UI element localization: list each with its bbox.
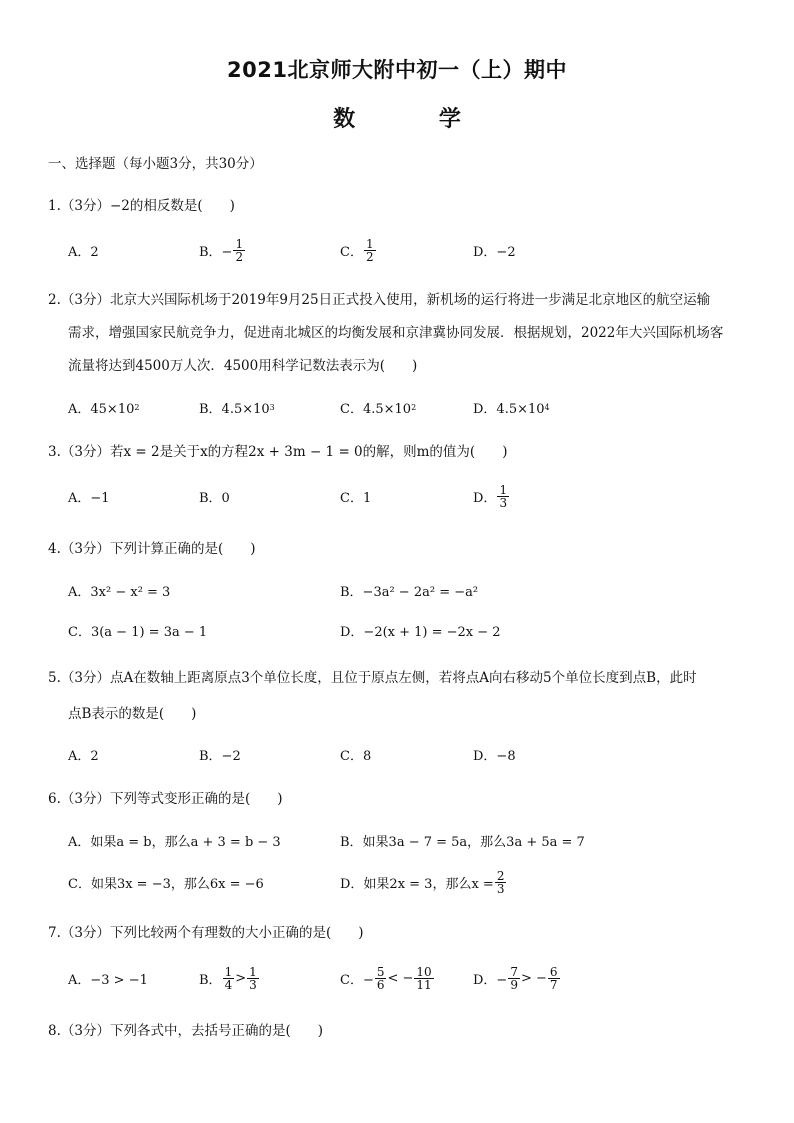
question-5-line-1: 5.（3分）点A在数轴上距离原点3个单位长度，且位于原点左侧，若将点A向右移动5个单位长度到点B，此时 — [48, 670, 697, 686]
option-d: D．4.5×10 4 — [473, 401, 550, 417]
option-c: C．− $\frac{5}{6}$ < − $\frac{10}{11}$ — [340, 964, 432, 992]
question-5-options — [68, 736, 768, 776]
option-a: A．−1 — [68, 490, 110, 506]
option-c: C．1 — [340, 490, 372, 506]
question-7-stem: 7.（3分）下列比较两个有理数的大小正确的是( ) — [48, 925, 364, 941]
option-b: B．− $\frac{1}{2}$ — [199, 236, 244, 264]
question-1-options — [68, 232, 768, 272]
option-c: C．3(a − 1) = 3a − 1 — [68, 624, 208, 640]
option-a: A．45×10 2 — [68, 401, 140, 417]
option-d: D．如果2x = 3，那么x = $\frac{2}{3}$ — [340, 868, 505, 896]
option-b: B．−2 — [199, 748, 241, 764]
fraction: $\frac{10}{11}$ — [416, 964, 432, 992]
question-4-stem: 4.（3分）下列计算正确的是( ) — [48, 541, 256, 557]
option-b: B．−3a² − 2a² = −a² — [340, 584, 479, 600]
option-c: C．4.5×10 2 — [340, 401, 417, 417]
option-d: D． $\frac{1}{3}$ — [473, 482, 508, 510]
option-c: C．如果3x = −3，那么6x = −6 — [68, 876, 264, 892]
subject-heading: 数 学 — [333, 107, 499, 132]
option-a: A．如果a = b，那么a + 3 = b − 3 — [68, 834, 281, 850]
question-8-stem: 8.（3分）下列各式中，去括号正确的是( ) — [48, 1023, 324, 1039]
option-b: B． $\frac{1}{4}$ > $\frac{1}{3}$ — [199, 964, 257, 992]
option-d: D．−8 — [473, 748, 516, 764]
question-2-line-1: 2.（3分）北京大兴国际机场于2019年9月25日正式投入使用，新机场的运行将进一步满足北京地区的航空运输 — [48, 292, 711, 308]
question-5-line-2: 点B表示的数是( ) — [68, 706, 197, 722]
fraction: $\frac{5}{6}$ — [376, 964, 385, 992]
fraction: $\frac{1}{2}$ — [235, 236, 244, 264]
question-3-stem: 3.（3分）若x = 2是关于x的方程2x + 3m − 1 = 0的解，则m的值为( ) — [48, 444, 508, 460]
option-d: D．−2(x + 1) = −2x − 2 — [340, 624, 501, 640]
question-7-options — [68, 960, 768, 1000]
section-heading: 一、选择题（每小题3分，共30分） — [48, 156, 263, 172]
fraction: $\frac{7}{9}$ — [510, 964, 518, 992]
fraction: $\frac{6}{7}$ — [549, 964, 558, 992]
option-d: D．− $\frac{7}{9}$ > − $\frac{6}{7}$ — [473, 964, 558, 992]
option-b: B．4.5×10 3 — [199, 401, 275, 417]
question-6-stem: 6.（3分）下列等式变形正确的是( ) — [48, 791, 283, 807]
question-2-line-2: 需求，增强国家民航竞争力，促进南北城区的均衡发展和京津冀协同发展．根据规划，2022年大兴国际机场客 — [68, 325, 724, 341]
option-b: B．如果3a − 7 = 5a，那么3a + 5a = 7 — [340, 834, 585, 850]
fraction: $\frac{1}{3}$ — [499, 482, 508, 510]
option-c: C．8 — [340, 748, 372, 764]
page-title: 2021北京师大附中初一（上）期中 — [227, 58, 567, 82]
fraction: $\frac{1}{2}$ — [365, 236, 374, 264]
question-6-options-row-2 — [68, 864, 768, 904]
question-3-options — [68, 478, 768, 518]
question-2-options — [68, 389, 768, 429]
option-a: A．2 — [68, 244, 99, 260]
question-4-options-row-2 — [68, 612, 768, 652]
question-6-options-row-1 — [68, 822, 768, 862]
fraction: $\frac{2}{3}$ — [496, 868, 505, 896]
option-a: A．2 — [68, 748, 99, 764]
question-4-options-row-1 — [68, 572, 768, 612]
option-a: A．3x² − x² = 3 — [68, 584, 171, 600]
fraction: $\frac{1}{4}$ — [224, 964, 233, 992]
option-b: B．0 — [199, 490, 230, 506]
question-2-line-3: 流量将达到4500万人次．4500用科学记数法表示为( ) — [68, 358, 418, 374]
fraction: $\frac{1}{3}$ — [249, 964, 257, 992]
option-a: A．−3 > −1 — [68, 972, 148, 988]
question-1-stem: 1.（3分）−2的相反数是( ) — [48, 198, 235, 214]
option-d: D．−2 — [473, 244, 516, 260]
option-c: C． $\frac{1}{2}$ — [340, 236, 374, 264]
